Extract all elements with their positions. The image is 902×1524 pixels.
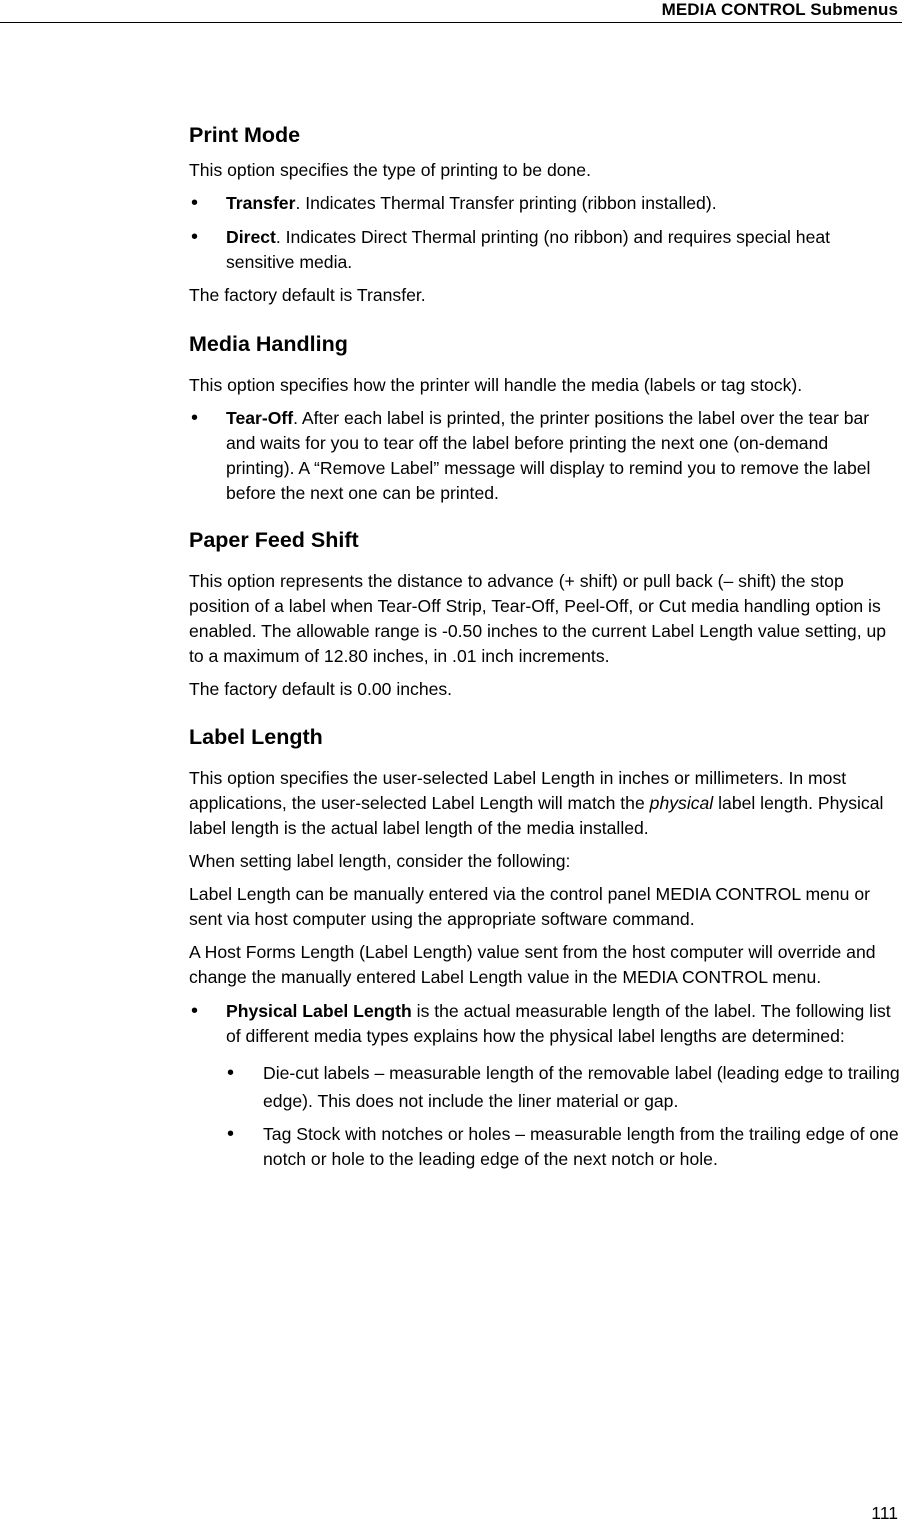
physical-emphasis: physical [649,793,714,813]
paper-feed-shift-heading: Paper Feed Shift [189,528,359,552]
print-mode-heading: Print Mode [189,123,301,147]
media-handling-intro: This option specifies how the printer will handle the media (labels or tag stock). [189,375,803,395]
direct-term: Direct [226,227,276,247]
bullet-icon: • [191,407,199,429]
direct-text: . Indicates Direct Thermal printing (no ribbon) and requires special heat sensitive media. [226,227,831,272]
transfer-text: . Indicates Thermal Transfer printing (ribbon installed). [295,193,717,213]
diecut-text: Die-cut labels – measurable length of the removable label (leading edge to trailing edge). This does not include the liner material or gap. [263,1063,900,1111]
media-handling-heading: Media Handling [189,332,348,356]
bullet-icon: • [191,226,199,248]
bullet-icon: • [227,1123,235,1145]
page-number: 111 [871,1503,898,1523]
header-title: MEDIA CONTROL Submenus [661,0,898,19]
transfer-item [189,191,901,216]
bullet-icon: • [191,192,199,214]
page-content [189,118,901,1172]
label-length-manual: Label Length can be manually entered via the control panel MEDIA CONTROL menu or sent via host computer using the appropriate software command. [189,884,870,929]
page-header [0,0,902,23]
print-mode-intro: This option specifies the type of printing to be done. [189,160,591,180]
paper-feed-shift-body: This option represents the distance to advance (+ shift) or pull back (– shift) the stop position of a label when Tear-Off Strip, Tear-Off, Peel-Off, or Cut media handling option is enabled. The allowable range is -0.50 inches to the current Label Length value setting, up to a maximum of 12.80 inches, in .01 inch increments. [189,571,887,666]
direct-item [189,225,901,275]
tagstock-item [189,1122,901,1172]
tearoff-term: Tear-Off [226,408,294,428]
bullet-icon: • [191,1000,199,1022]
print-mode-default: The factory default is Transfer. [189,285,426,305]
physical-text: is the actual measurable length of the label. The following list of different media types explains how the physical label lengths are determined: [226,1001,891,1046]
label-length-consider: When setting label length, consider the following: [189,851,571,871]
diecut-item [189,1059,901,1115]
tearoff-text: . After each label is printed, the printer positions the label over the tear bar and waits for you to tear off the label before printing the next one (on-demand printing). A “Remove Label” message will display to remind you to remove the label before the next one can be printed. [226,408,871,503]
label-length-heading: Label Length [189,725,323,749]
bullet-icon: • [227,1062,235,1084]
transfer-term: Transfer [226,193,296,213]
physical-label-length-item [189,999,901,1049]
physical-term: Physical Label Length [226,1001,412,1021]
label-length-body-pre: This option specifies the user-selected Label Length in inches or millimeters. In most applications, the user-selected Label Length will match the [189,768,847,813]
paper-feed-shift-default: The factory default is 0.00 inches. [189,679,453,699]
tagstock-text: Tag Stock with notches or holes – measurable length from the trailing edge of one notch or hole to the leading edge of the next notch or hole. [263,1124,899,1169]
label-length-host: A Host Forms Length (Label Length) value sent from the host computer will override and change the manually entered Label Length value in the MEDIA CONTROL menu. [189,942,876,987]
tearoff-item [189,406,901,506]
label-length-body [189,766,901,841]
label-length-body-post: label length. Physical label length is the actual label length of the media installed. [189,793,884,838]
